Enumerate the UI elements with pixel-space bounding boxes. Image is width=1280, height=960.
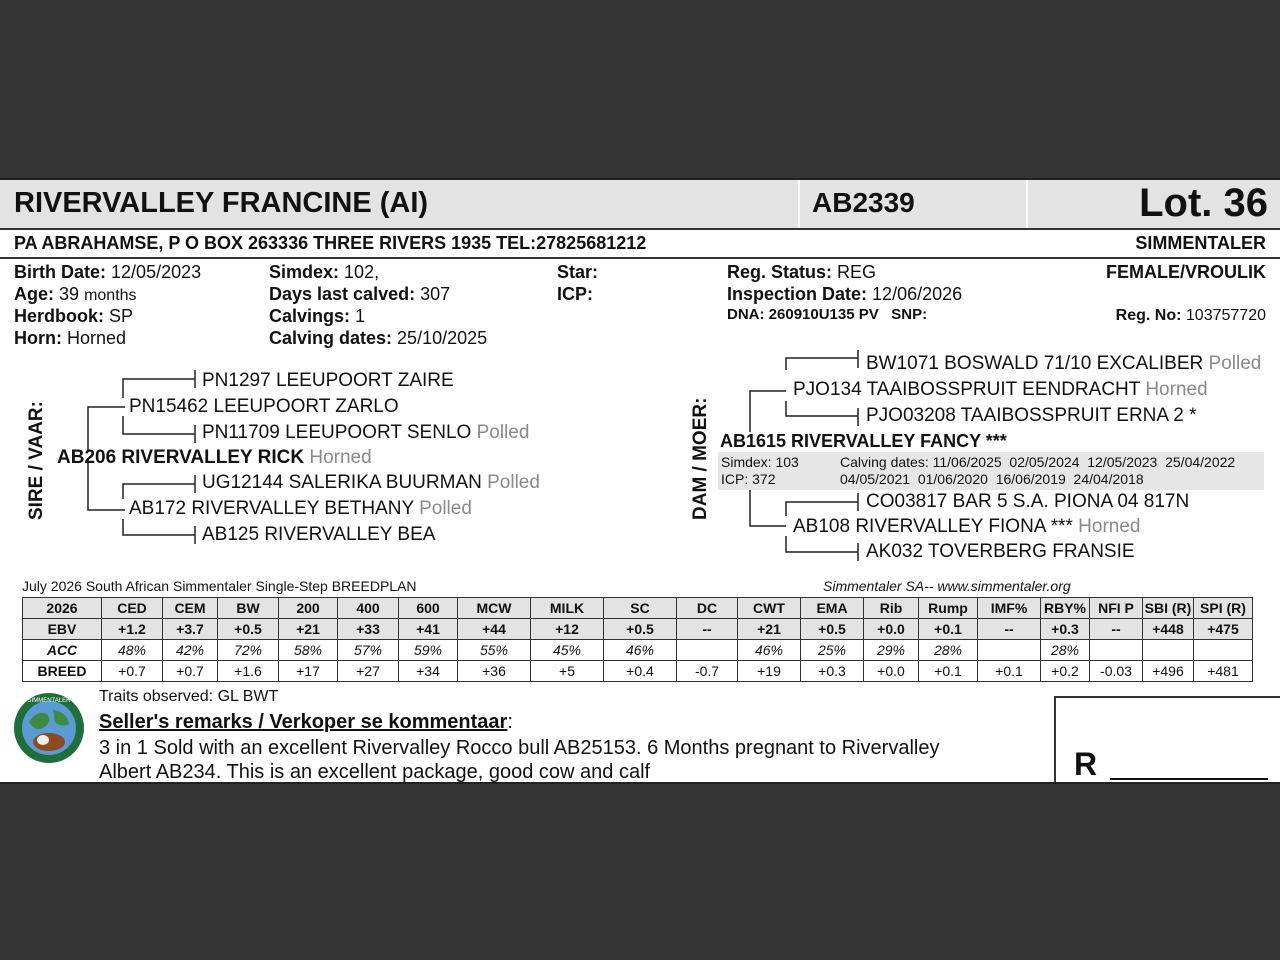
- breedplan-cell-ebv: +44: [458, 619, 531, 640]
- remarks-heading: Seller's remarks / Verkoper se kommentaar:: [99, 711, 513, 733]
- breedplan-cell-headers: Rib: [864, 598, 919, 619]
- breedplan-cell-acc: 28%: [1041, 640, 1090, 661]
- lot-number: Lot. 36: [1139, 181, 1268, 225]
- animal-name: RIVERVALLEY FRANCINE (AI): [14, 187, 429, 219]
- buyer-signature-line: [1110, 778, 1268, 780]
- breedplan-cell-acc: 29%: [864, 640, 919, 661]
- breedplan-cell-breed: +1.6: [218, 661, 279, 682]
- buyer-label: R: [1074, 746, 1098, 782]
- breedplan-cell-headers: SC: [604, 598, 677, 619]
- breedplan-cell-headers: 400: [338, 598, 399, 619]
- sire-sire-sire: PN1297 LEEUPOORT ZAIRE: [202, 370, 454, 391]
- calvings: Calvings: 1: [269, 306, 366, 326]
- dam-sire-dam: PJO03208 TAAIBOSSPRUIT ERNA 2 *: [866, 405, 1197, 426]
- dam-dam-sire: CO03817 BAR 5 S.A. PIONA 04 817N: [866, 491, 1190, 512]
- breedplan-cell-ebv: +0.5: [218, 619, 279, 640]
- breedplan-cell-ebv: +12: [531, 619, 604, 640]
- traits-observed: Traits observed: GL BWT: [99, 688, 279, 705]
- star: Star:: [557, 262, 599, 282]
- dam-label: DAM / MOER:: [690, 397, 711, 520]
- breedplan-cell-breed: +0.4: [604, 661, 677, 682]
- inspection-date: Inspection Date: 12/06/2026: [727, 284, 963, 304]
- breedplan-cell-headers: CED: [102, 598, 163, 619]
- dam-sire: PJO134 TAAIBOSSPRUIT EENDRACHT Horned: [793, 379, 1208, 400]
- sire-sire: PN15462 LEEUPOORT ZARLO: [129, 396, 399, 417]
- breedplan-cell-ebv: +21: [738, 619, 801, 640]
- dam-sire-sire: BW1071 BOSWALD 71/10 EXCALIBER Polled: [866, 353, 1262, 374]
- breedplan-cell-headers: SBI (R): [1143, 598, 1194, 619]
- breedplan-cell-breed: +481: [1194, 661, 1253, 682]
- dam-dam: AB108 RIVERVALLEY FIONA *** Horned: [793, 516, 1141, 537]
- breedplan-cell-headers: IMF%: [978, 598, 1041, 619]
- sire-label: SIRE / VAAR:: [26, 401, 47, 520]
- breedplan-cell-ebv: +0.3: [1041, 619, 1090, 640]
- days-last-calved: Days last calved: 307: [269, 284, 451, 304]
- breedplan-cell-ebv: --: [677, 619, 738, 640]
- remarks-line-2: Albert AB234. This is an excellent package, good cow and calf: [99, 761, 651, 783]
- breedplan-table: [22, 597, 1253, 682]
- breedplan-cell-headers: 2026: [23, 598, 102, 619]
- breedplan-acc-row: [23, 640, 1253, 661]
- breedplan-cell-headers: MILK: [531, 598, 604, 619]
- breedplan-cell-headers: SPI (R): [1194, 598, 1253, 619]
- dam-calving-dates-2: 04/05/2021 01/06/2020 16/06/2019 24/04/2018: [840, 471, 1144, 487]
- remarks-line-1: 3 in 1 Sold with an excellent Rivervalley Rocco bull AB25153. 6 Months pregnant to Rivervalley: [99, 737, 940, 759]
- breedplan-cell-breed: +0.1: [919, 661, 978, 682]
- simmentaler-logo: [13, 692, 85, 764]
- age: Age: 39 months: [14, 284, 137, 304]
- dam: AB1615 RIVERVALLEY FANCY ***: [720, 431, 1007, 451]
- breedplan-cell-acc: 57%: [338, 640, 399, 661]
- breedplan-cell-headers: CWT: [738, 598, 801, 619]
- breedplan-cell-ebv: +0.0: [864, 619, 919, 640]
- breedplan-cell-breed: +0.7: [163, 661, 218, 682]
- simdex: Simdex: 102,: [269, 262, 380, 282]
- breedplan-breed-row: [23, 661, 1253, 682]
- breedplan-cell-acc: ACC: [23, 640, 102, 661]
- breedplan-cell-breed: +496: [1143, 661, 1194, 682]
- horn-status: Horn: Horned: [14, 328, 127, 348]
- breedplan-cell-ebv: --: [978, 619, 1041, 640]
- reg-status: Reg. Status: REG: [727, 262, 877, 282]
- breedplan-cell-headers: 600: [399, 598, 458, 619]
- breedplan-cell-acc: 55%: [458, 640, 531, 661]
- breedplan-cell-breed: +0.3: [801, 661, 864, 682]
- breedplan-cell-acc: [1090, 640, 1143, 661]
- breedplan-cell-acc: 72%: [218, 640, 279, 661]
- breedplan-cell-breed: +0.1: [978, 661, 1041, 682]
- breedplan-header-row: [23, 598, 1253, 619]
- breedplan-cell-headers: Rump: [919, 598, 978, 619]
- dam-calving-dates-1: Calving dates: 11/06/2025 02/05/2024 12/05/2023 25/04/2022: [840, 454, 1236, 470]
- dam-icp: ICP: 372: [721, 471, 776, 487]
- breedplan-cell-headers: CEM: [163, 598, 218, 619]
- sire-dam-dam: AB125 RIVERVALLEY BEA: [202, 524, 436, 545]
- breedplan-cell-ebv: +1.2: [102, 619, 163, 640]
- buyer-box: [1054, 696, 1280, 784]
- breedplan-cell-breed: +27: [338, 661, 399, 682]
- svg-text:SIMMENTALER: SIMMENTALER: [27, 698, 71, 704]
- breedplan-cell-breed: +5: [531, 661, 604, 682]
- breedplan-cell-breed: -0.7: [677, 661, 738, 682]
- breedplan-cell-acc: 45%: [531, 640, 604, 661]
- breedplan-cell-breed: +0.7: [102, 661, 163, 682]
- breedplan-cell-acc: 28%: [919, 640, 978, 661]
- breedplan-cell-acc: [1194, 640, 1253, 661]
- breedplan-cell-acc: 46%: [604, 640, 677, 661]
- calving-dates: Calving dates: 25/10/2025: [269, 328, 488, 348]
- breedplan-ebv-row: [23, 619, 1253, 640]
- breedplan-cell-ebv: +0.1: [919, 619, 978, 640]
- breedplan-cell-headers: RBY%: [1041, 598, 1090, 619]
- breedplan-cell-headers: 200: [279, 598, 338, 619]
- breedplan-cell-headers: BW: [218, 598, 279, 619]
- breedplan-cell-acc: 42%: [163, 640, 218, 661]
- breedplan-cell-breed: +17: [279, 661, 338, 682]
- sire-sire-dam: PN11709 LEEUPOORT SENLO Polled: [202, 422, 530, 443]
- icp: ICP:: [557, 284, 593, 304]
- lot-card: [0, 178, 1280, 784]
- breedplan-cell-ebv: EBV: [23, 619, 102, 640]
- breedplan-cell-ebv: +448: [1143, 619, 1194, 640]
- breedplan-cell-acc: 48%: [102, 640, 163, 661]
- breedplan-cell-ebv: --: [1090, 619, 1143, 640]
- breedplan-cell-headers: NFI P: [1090, 598, 1143, 619]
- dna: DNA: 260910U135 PV SNP:: [727, 306, 928, 323]
- breedplan-cell-ebv: +21: [279, 619, 338, 640]
- breedplan-cell-breed: +19: [738, 661, 801, 682]
- breedplan-cell-breed: +0.2: [1041, 661, 1090, 682]
- breedplan-cell-ebv: +33: [338, 619, 399, 640]
- animal-id: AB2339: [812, 187, 915, 218]
- breedplan-cell-breed: -0.03: [1090, 661, 1143, 682]
- reg-no: Reg. No: 103757720: [1115, 307, 1266, 324]
- breedplan-cell-headers: DC: [677, 598, 738, 619]
- sire-dam-sire: UG12144 SALERIKA BUURMAN Polled: [202, 472, 540, 493]
- breedplan-cell-breed: +0.0: [864, 661, 919, 682]
- breedplan-cell-acc: [677, 640, 738, 661]
- breedplan-website: Simmentaler SA-- www.simmentaler.org: [823, 578, 1071, 594]
- breedplan-cell-ebv: +475: [1194, 619, 1253, 640]
- breed-name: SIMMENTALER: [1135, 233, 1266, 253]
- breedplan-cell-ebv: +41: [399, 619, 458, 640]
- breedplan-cell-acc: 58%: [279, 640, 338, 661]
- dam-dam-dam: AK032 TOVERBERG FRANSIE: [866, 541, 1135, 562]
- breedplan-cell-acc: [1143, 640, 1194, 661]
- breedplan-cell-breed: BREED: [23, 661, 102, 682]
- breedplan-caption: July 2026 South African Simmentaler Single-Step BREEDPLAN: [22, 578, 417, 594]
- breedplan-cell-headers: EMA: [801, 598, 864, 619]
- breedplan-cell-breed: +36: [458, 661, 531, 682]
- breedplan-cell-ebv: +0.5: [604, 619, 677, 640]
- sire-dam: AB172 RIVERVALLEY BETHANY Polled: [129, 498, 472, 519]
- breedplan-cell-ebv: +3.7: [163, 619, 218, 640]
- dam-simdex: Simdex: 103: [721, 454, 799, 470]
- breedplan-cell-acc: 59%: [399, 640, 458, 661]
- birth-date: Birth Date: 12/05/2023: [14, 262, 202, 282]
- breedplan-cell-acc: 25%: [801, 640, 864, 661]
- sex: FEMALE/VROULIK: [1106, 262, 1266, 282]
- breedplan-cell-breed: +34: [399, 661, 458, 682]
- herdbook: Herdbook: SP: [14, 306, 134, 326]
- breedplan-cell-acc: 46%: [738, 640, 801, 661]
- breedplan-cell-ebv: +0.5: [801, 619, 864, 640]
- owner-line: PA ABRAHAMSE, P O BOX 263336 THREE RIVERS 1935 TEL:27825681212: [14, 233, 647, 253]
- breedplan-cell-headers: MCW: [458, 598, 531, 619]
- sire: AB206 RIVERVALLEY RICK Horned: [57, 447, 372, 468]
- breedplan-cell-acc: [978, 640, 1041, 661]
